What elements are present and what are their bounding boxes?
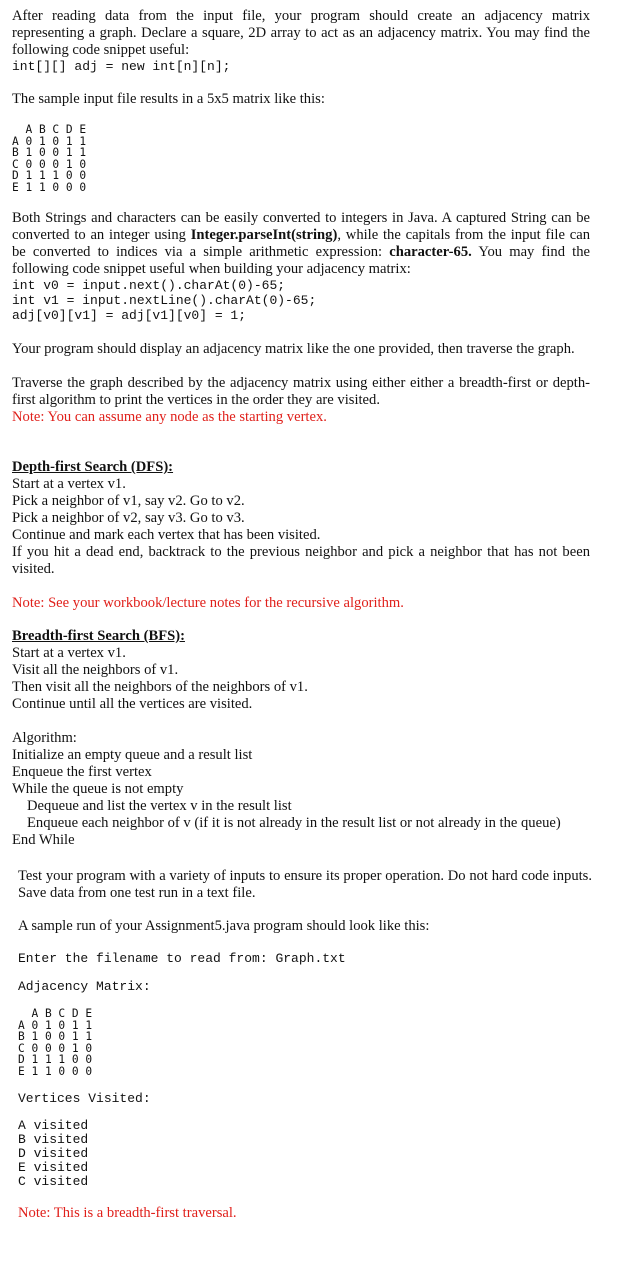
adjacency-matrix-example [12, 124, 590, 193]
intro-paragraph: After reading data from the input file, your program should create an adjacency matrix representing a graph. Declare a square, 2D array to act as an adjacency matrix. You may find the following code snippet useful: [12, 8, 590, 58]
dfs-section [12, 459, 590, 612]
algorithm-end: End While [12, 832, 75, 848]
sample-run-output [18, 951, 592, 1222]
dfs-step: If you hit a dead end, backtrack to the previous neighbor and pick a neighbor that has not been visited. [12, 544, 590, 577]
conversion-text: You may find the following code snippet useful when building your adjacency matrix: [12, 244, 590, 277]
traversal-note: Note: This is a breadth-first traversal. [18, 1205, 237, 1221]
conversion-text: , while the capitals from the input file can be converted to indices via a simple arithmetic expression: [12, 227, 590, 260]
matrix-header: A B C D E [18, 1007, 93, 1020]
code-line: int v0 = input.next().charAt(0)-65; [12, 278, 286, 293]
dfs-step: Start at a vertex v1. [12, 476, 126, 492]
parseint-term: Integer.parseInt(string) [190, 227, 338, 243]
dfs-note: Note: See your workbook/lecture notes for the recursive algorithm. [12, 595, 404, 611]
visited-label: Vertices Visited: [18, 1091, 151, 1106]
visited-line: E visited [18, 1160, 89, 1175]
visited-line: B visited [18, 1132, 89, 1147]
matrix-row: B 1 0 0 1 1 [18, 1030, 93, 1043]
testing-section [18, 868, 592, 1222]
conversion-paragraph [12, 210, 590, 278]
matrix-row: C 0 0 0 1 0 [18, 1041, 93, 1055]
matrix-row: D 1 1 1 0 0 [12, 169, 87, 182]
matrix-row: B 1 0 0 1 1 [12, 146, 87, 159]
document-page [12, 8, 590, 1222]
algorithm-inner-step: Dequeue and list the vertex v in the result list [27, 798, 292, 814]
display-paragraph: Your program should display an adjacency matrix like the one provided, then traverse the graph. [12, 341, 575, 357]
character-offset-term: character-65. [389, 244, 472, 260]
sample-run-intro: A sample run of your Assignment5.java program should look like this: [18, 918, 430, 934]
traverse-note: Note: You can assume any node as the starting vertex. [12, 409, 327, 425]
bfs-section [12, 628, 590, 713]
bfs-step: Start at a vertex v1. [12, 645, 126, 661]
bfs-algorithm [12, 730, 590, 849]
visited-line: C visited [18, 1174, 89, 1189]
matrix-row: D 1 1 1 0 0 [18, 1053, 93, 1066]
matrix-label: Adjacency Matrix: [18, 979, 151, 994]
dfs-step: Pick a neighbor of v2, say v3. Go to v3. [12, 510, 245, 526]
sample-matrix [18, 1008, 592, 1077]
dfs-step: Pick a neighbor of v1, say v2. Go to v2. [12, 493, 245, 509]
bfs-step: Visit all the neighbors of v1. [12, 662, 179, 678]
bfs-heading: Breadth-first Search (BFS): [12, 628, 185, 644]
matrix-row: C 0 0 0 1 0 [12, 157, 87, 171]
matrix-intro-paragraph: The sample input file results in a 5x5 matrix like this: [12, 91, 325, 107]
matrix-row: A 0 1 0 1 1 [18, 1018, 93, 1032]
code-snippet-declare: int[][] adj = new int[n][n]; [12, 59, 231, 74]
filename-prompt: Enter the filename to read from: Graph.txt [18, 951, 346, 966]
algorithm-step: Enqueue the first vertex [12, 764, 152, 780]
visited-list [18, 1119, 592, 1189]
bfs-step: Then visit all the neighbors of the neighbors of v1. [12, 679, 308, 695]
algorithm-inner-step: Enqueue each neighbor of v (if it is not already in the result list or not already in the queue) [27, 815, 561, 831]
code-line: adj[v0][v1] = adj[v1][v0] = 1; [12, 308, 247, 323]
algorithm-title: Algorithm: [12, 730, 77, 746]
dfs-step: Continue and mark each vertex that has been visited. [12, 527, 321, 543]
matrix-header: A B C D E [12, 123, 87, 136]
code-line: int v1 = input.nextLine().charAt(0)-65; [12, 293, 317, 308]
matrix-row: A 0 1 0 1 1 [12, 134, 87, 148]
matrix-row: E 1 1 0 0 0 [12, 180, 87, 194]
visited-line: D visited [18, 1146, 89, 1161]
traverse-paragraph: Traverse the graph described by the adjacency matrix using either either a breadth-first or depth-first algorithm to print the vertices in the order they are visited. [12, 375, 590, 408]
algorithm-step: Initialize an empty queue and a result list [12, 747, 253, 763]
test-paragraph: Test your program with a variety of inputs to ensure its proper operation. Do not hard code inputs. Save data from one test run in a text file. [18, 868, 592, 901]
dfs-heading: Depth-first Search (DFS): [12, 459, 174, 475]
matrix-row: E 1 1 0 0 0 [18, 1064, 93, 1078]
algorithm-step: While the queue is not empty [12, 781, 184, 797]
bfs-step: Continue until all the vertices are visited. [12, 696, 253, 712]
conversion-text: Both Strings and characters can be easily converted to integers in Java. A captured String can be converted to an integer using [12, 210, 590, 243]
visited-line: A visited [18, 1118, 89, 1133]
